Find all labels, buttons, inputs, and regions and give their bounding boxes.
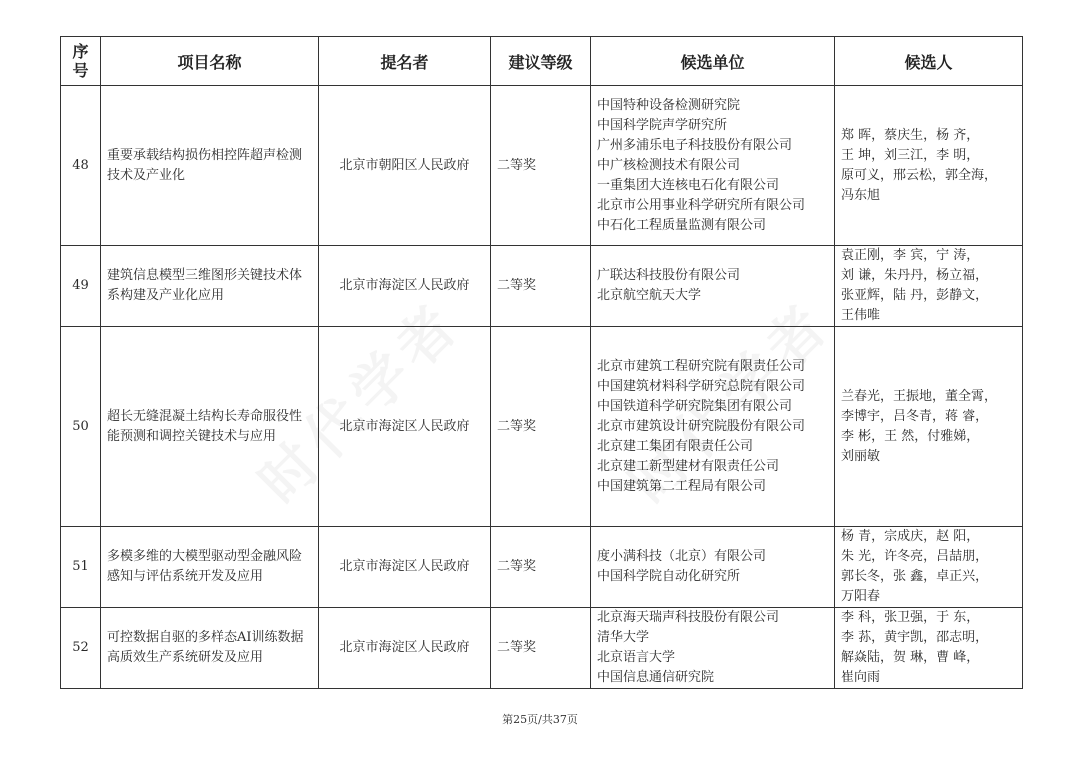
candidate-line: 解焱陆，贺 琳，曹 峰， bbox=[841, 650, 980, 665]
unit-name: 中国信息通信研究院 bbox=[597, 670, 715, 685]
candidate-line: 兰春光，王振地，董全霄， bbox=[841, 388, 998, 404]
table-header-row bbox=[61, 37, 1023, 86]
unit-name: 中国铁道科学研究院集团有限公司 bbox=[597, 398, 793, 414]
table-row bbox=[61, 246, 1023, 327]
row-nominator: 北京市海淀区人民政府 bbox=[319, 327, 491, 527]
table-row bbox=[61, 608, 1023, 689]
candidate-line: 刘丽敏 bbox=[841, 448, 881, 464]
row-units bbox=[591, 527, 835, 608]
row-people bbox=[835, 608, 1023, 689]
unit-name: 广州多浦乐电子科技股份有限公司 bbox=[597, 137, 793, 153]
unit-name: 北京建工集团有限责任公司 bbox=[597, 438, 754, 454]
unit-name: 北京市建筑工程研究院有限责任公司 bbox=[597, 358, 806, 374]
table-row bbox=[61, 86, 1023, 246]
row-people bbox=[835, 86, 1023, 246]
unit-name: 北京海天瑞声科技股份有限公司 bbox=[597, 610, 780, 625]
row-project: 建筑信息模型三维图形关键技术体系构建及产业化应用 bbox=[101, 246, 319, 327]
row-level: 二等奖 bbox=[491, 327, 591, 527]
row-seq: 52 bbox=[61, 608, 101, 689]
row-nominator: 北京市海淀区人民政府 bbox=[319, 246, 491, 327]
row-people bbox=[835, 246, 1023, 327]
row-nominator: 北京市海淀区人民政府 bbox=[319, 527, 491, 608]
candidate-line: 万阳春 bbox=[841, 589, 881, 604]
header-project: 项目名称 bbox=[101, 37, 319, 86]
unit-name: 北京航空航天大学 bbox=[597, 288, 702, 303]
candidate-line: 李博宇，吕冬青，蒋 睿， bbox=[841, 408, 989, 424]
unit-name: 中国建筑材料科学研究总院有限公司 bbox=[597, 378, 806, 394]
header-nominator: 提名者 bbox=[319, 37, 491, 86]
candidate-line: 刘 谦，朱丹丹，杨立福， bbox=[841, 268, 989, 283]
row-seq: 50 bbox=[61, 327, 101, 527]
row-nominator: 北京市海淀区人民政府 bbox=[319, 608, 491, 689]
unit-name: 中国科学院声学研究所 bbox=[597, 117, 728, 133]
unit-name: 北京市建筑设计研究院股份有限公司 bbox=[597, 418, 806, 434]
awards-table bbox=[60, 36, 1023, 689]
candidate-line: 李 荪，黄宇凯，邵志明， bbox=[841, 630, 989, 645]
row-people bbox=[835, 527, 1023, 608]
row-project: 重要承载结构损伤相控阵超声检测技术及产业化 bbox=[101, 86, 319, 246]
row-people bbox=[835, 327, 1023, 527]
header-units: 候选单位 bbox=[591, 37, 835, 86]
candidate-line: 原可义，邢云松，郭全海， bbox=[841, 167, 998, 183]
row-units bbox=[591, 608, 835, 689]
row-level: 二等奖 bbox=[491, 86, 591, 246]
unit-name: 中石化工程质量监测有限公司 bbox=[597, 217, 767, 233]
candidate-line: 王伟唯 bbox=[841, 308, 881, 323]
row-project: 可控数据自驱的多样态AI训练数据高质效生产系统研发及应用 bbox=[101, 608, 319, 689]
row-project: 多模多维的大模型驱动型金融风险感知与评估系统开发及应用 bbox=[101, 527, 319, 608]
row-units bbox=[591, 246, 835, 327]
row-level: 二等奖 bbox=[491, 608, 591, 689]
row-level: 二等奖 bbox=[491, 246, 591, 327]
header-seq: 序号 bbox=[61, 37, 101, 86]
unit-name: 中国建筑第二工程局有限公司 bbox=[597, 478, 767, 494]
unit-name: 北京市公用事业科学研究所有限公司 bbox=[597, 197, 806, 213]
candidate-line: 李 彬，王 然，付雅娣， bbox=[841, 428, 980, 444]
candidate-line: 崔向雨 bbox=[841, 670, 881, 685]
candidate-line: 郭长冬，张 鑫，卓正兴， bbox=[841, 569, 989, 584]
unit-name: 度小满科技（北京）有限公司 bbox=[597, 549, 767, 564]
unit-name: 中国特种设备检测研究院 bbox=[597, 97, 741, 113]
unit-name: 清华大学 bbox=[597, 630, 650, 645]
row-seq: 51 bbox=[61, 527, 101, 608]
row-level: 二等奖 bbox=[491, 527, 591, 608]
candidate-line: 杨 青，宗成庆，赵 阳， bbox=[841, 529, 980, 544]
unit-name: 一重集团大连核电石化有限公司 bbox=[597, 177, 780, 193]
unit-name: 北京语言大学 bbox=[597, 650, 676, 665]
row-units bbox=[591, 327, 835, 527]
table-row bbox=[61, 327, 1023, 527]
candidate-line: 袁正刚，李 宾，宁 涛， bbox=[841, 248, 980, 263]
row-nominator: 北京市朝阳区人民政府 bbox=[319, 86, 491, 246]
table-row bbox=[61, 527, 1023, 608]
candidate-line: 王 坤，刘三江，李 明， bbox=[841, 147, 980, 163]
unit-name: 中国科学院自动化研究所 bbox=[597, 569, 741, 584]
row-project: 超长无缝混凝土结构长寿命服役性能预测和调控关键技术与应用 bbox=[101, 327, 319, 527]
unit-name: 北京建工新型建材有限责任公司 bbox=[597, 458, 780, 474]
candidate-line: 冯东旭 bbox=[841, 187, 881, 203]
candidate-line: 李 科，张卫强，于 东， bbox=[841, 610, 980, 625]
unit-name: 中广核检测技术有限公司 bbox=[597, 157, 741, 173]
row-units bbox=[591, 86, 835, 246]
header-level: 建议等级 bbox=[491, 37, 591, 86]
header-people: 候选人 bbox=[835, 37, 1023, 86]
candidate-line: 朱 光，许冬亮，吕喆朋， bbox=[841, 549, 989, 564]
candidate-line: 郑 晖，蔡庆生，杨 齐， bbox=[841, 127, 980, 143]
unit-name: 广联达科技股份有限公司 bbox=[597, 268, 741, 283]
page-footer: 第25页/共37页 bbox=[502, 713, 578, 726]
candidate-line: 张亚辉，陆 丹，彭静文， bbox=[841, 288, 989, 303]
row-seq: 48 bbox=[61, 86, 101, 246]
row-seq: 49 bbox=[61, 246, 101, 327]
